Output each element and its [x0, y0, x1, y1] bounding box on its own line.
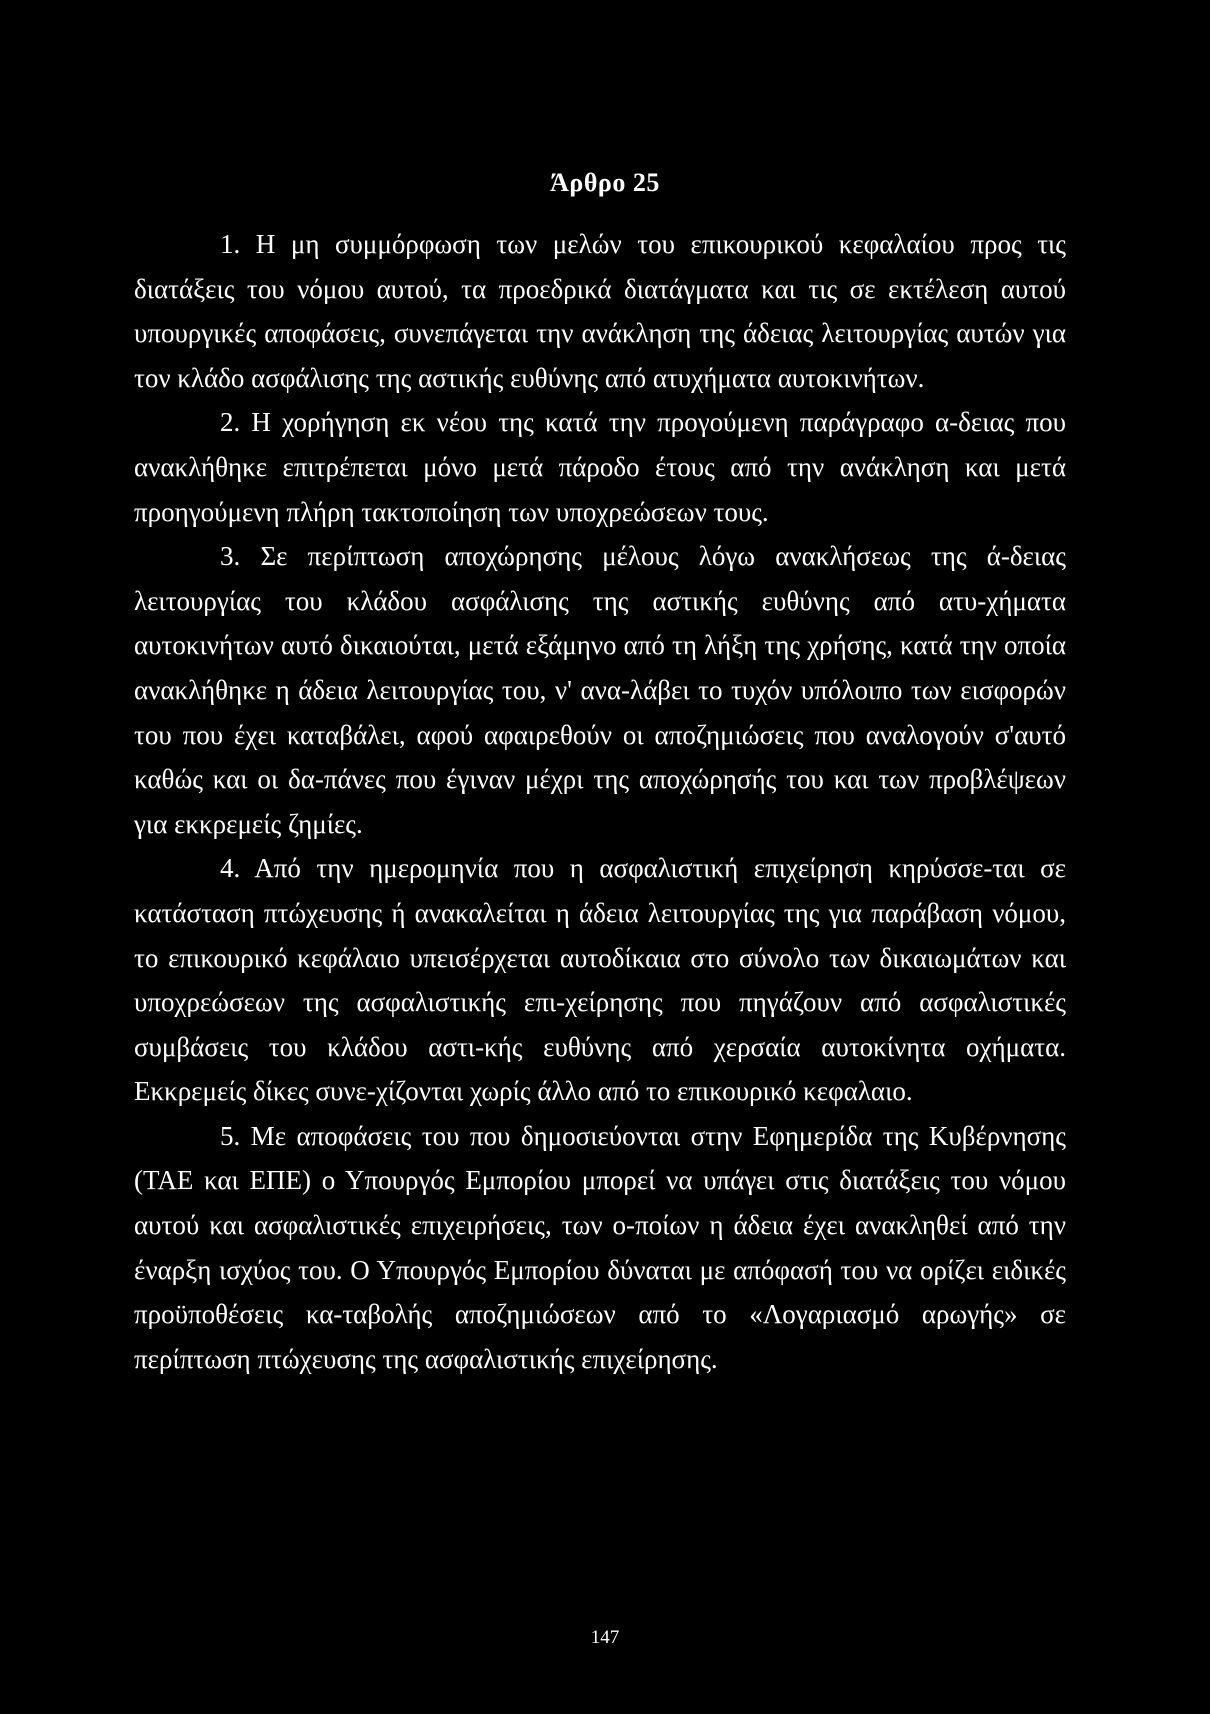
paragraph-2: 2. Η χορήγηση εκ νέου της κατά την προγούμενη παράγραφο α-δειας που ανακλήθηκε επιτρέπεται μόνο μετά πάροδο έτους από την ανάκληση και μετά προηγούμενη πλήρη τακτοποίηση των υποχρεώσεων τους.: [134, 407, 1066, 527]
paragraph-5: 5. Με αποφάσεις του που δημοσιεύονται στην Εφημερίδα της Κυβέρνησης (ΤΑΕ και ΕΠΕ) ο Υπουργός Εμπορίου μπορεί να υπάγει στις διατάξεις του νόμου αυτού και ασφαλιστικές επιχειρήσεις, των ο-ποίων η άδεια έχει ανακληθεί από την έναρξη ισχύος του. Ο Υπουργός Εμπορίου δύναται με απόφασή του να ορίζει ειδικές προϋποθέσεις κα-ταβολής αποζημιώσεων από το «Λογαριασμό αρωγής» σε περίπτωση πτώχευσης της ασφαλιστικής επιχείρησης.: [134, 1120, 1066, 1374]
paragraph-1: 1. Η μη συμμόρφωση των μελών του επικουρικού κεφαλαίου προς τις διατάξεις του νόμου αυτού, τα προεδρικά διατάγματα και τις σε εκτέλεση αυτού υπουργικές αποφάσεις, συνεπάγεται την ανάκληση της άδειας λειτουργίας αυτών για τον κλάδο ασφάλισης της αστικής ευθύνης από ατυχήματα αυτοκινήτων.: [134, 229, 1066, 393]
paragraph-3: 3. Σε περίπτωση αποχώρησης μέλους λόγω ανακλήσεως της ά-δειας λειτουργίας του κλάδου ασφάλισης της αστικής ευθύνης από ατυ-χήματα αυτοκινήτων αυτό δικαιούται, μετά εξάμηνο από τη λήξη της χρήσης, κατά την οποία ανακλήθηκε η άδεια λειτουργίας του, ν' ανα-λάβει το τυχόν υπόλοιπο των εισφορών του που έχει καταβάλει, αφού αφαιρεθούν οι αποζημιώσεις που αναλογούν σ'αυτό καθώς και οι δα-πάνες που έγιναν μέχρι της αποχώρησής του και των προβλέψεων για εκκρεμείς ζημίες.: [134, 541, 1066, 839]
page-number: 147: [590, 1627, 620, 1648]
article-title: Άρθρο 25: [550, 168, 660, 197]
paragraph-4: 4. Από την ημερομηνία που η ασφαλιστική επιχείρηση κηρύσσε-ται σε κατάσταση πτώχευσης ή ανακαλείται η άδεια λειτουργίας της για παράβαση νόμου, το επικουρικό κεφάλαιο υπεισέρχεται αυτοδίκαια στο σύνολο των δικαιωμάτων και υποχρεώσεων της ασφαλιστικής επι-χείρησης που πηγάζουν από ασφαλιστικές συμβάσεις του κλάδου αστι-κής ευθύνης από χερσαία αυτοκίνητα οχήματα. Εκκρεμείς δίκες συνε-χίζονται χωρίς άλλο από το επικουρικό κεφαλαιο.: [134, 853, 1066, 1107]
article-body: [134, 222, 1066, 1381]
